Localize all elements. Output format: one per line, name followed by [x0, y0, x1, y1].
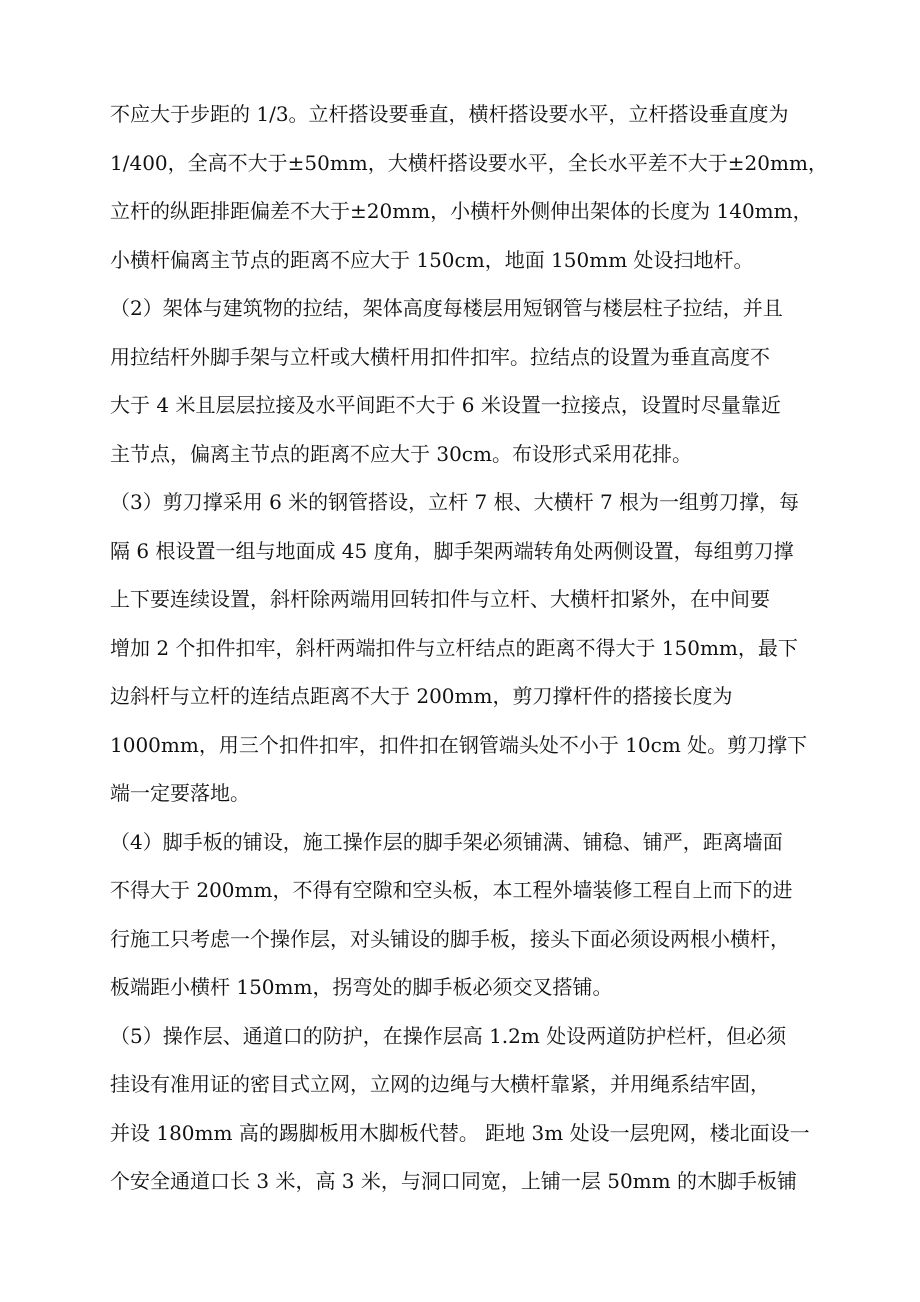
text-line: （5）操作层、通道口的防护，在操作层高 1.2m 处设两道防护栏杆，但必须 [110, 1023, 787, 1048]
text-line: 用拉结杆外脚手架与立杆或大横杆用扣件扣牢。拉结点的设置为垂直高度不 [110, 344, 770, 369]
text-line: 不得大于 200mm，不得有空隙和空头板，本工程外墙装修工程自上而下的进 [110, 878, 793, 902]
text-line: 挂设有准用证的密目式立网，立网的边绳与大横杆靠紧，并用绳系结牢固， [110, 1072, 770, 1096]
text-line: 主节点，偏离主节点的距离不应大于 30cm。布设形式采用花排。 [110, 441, 692, 466]
text-line: 上下要连续设置，斜杆除两端用回转扣件与立杆、大横杆扣紧外，在中间要 [110, 587, 770, 611]
text-line: 并设 180mm 高的踢脚板用木脚板代替。 距地 3m 处设一层兜网，楼北面设一 [110, 1120, 810, 1145]
text-line: 隔 6 根设置一组与地面成 45 度角，脚手架两端转角处两侧设置，每组剪刀撑 [110, 538, 794, 563]
text-line: 立杆的纵距排距偏差不大于±20mm，小横杆外侧伸出架体的长度为 140mm， [110, 199, 813, 223]
text-line: （4）脚手板的铺设，施工操作层的脚手架必须铺满、铺稳、铺严，距离墙面 [110, 829, 783, 854]
text-line: 小横杆偏离主节点的距离不应大于 150cm，地面 150mm 处设扫地杆。 [110, 247, 754, 272]
text-line: 个安全通道口长 3 米，高 3 米，与洞口同宽，上铺一层 50mm 的木脚手板铺 [110, 1169, 797, 1193]
text-line: 不应大于步距的 1/3。立杆搭设要垂直，横杆搭设要水平，立杆搭设垂直度为 [110, 102, 789, 126]
text-line: 大于 4 米且层层拉接及水平间距不大于 6 米设置一拉接点，设置时尽量靠近 [110, 393, 781, 417]
text-line: 边斜杆与立杆的连结点距离不大于 200mm，剪刀撑杆件的搭接长度为 [110, 684, 733, 708]
text-line: （2）架体与建筑物的拉结，架体高度每楼层用短钢管与楼层柱子拉结，并且 [110, 296, 783, 320]
text-line: （3）剪刀撑采用 6 米的钢管搭设，立杆 7 根、大横杆 7 根为一组剪刀撑，每 [110, 490, 800, 514]
text-line: 行施工只考虑一个操作层，对头铺设的脚手板，接头下面必须设两根小横杆， [110, 926, 790, 951]
text-line: 增加 2 个扣件扣牢，斜杆两端扣件与立杆结点的距离不得大于 150mm，最下 [110, 635, 798, 660]
text-line: 端一定要落地。 [110, 781, 250, 805]
text-line: 1/400，全高不大于±50mm，大横杆搭设要水平，全长水平差不大于±20mm， [110, 150, 828, 175]
text-line: 板端距小横杆 150mm，拐弯处的脚手板必须交叉搭铺。 [110, 975, 613, 999]
text-line: 1000mm，用三个扣件扣牢，扣件扣在钢管端头处不小于 10cm 处。剪刀撑下 [110, 732, 808, 757]
document-body [110, 94, 840, 1210]
